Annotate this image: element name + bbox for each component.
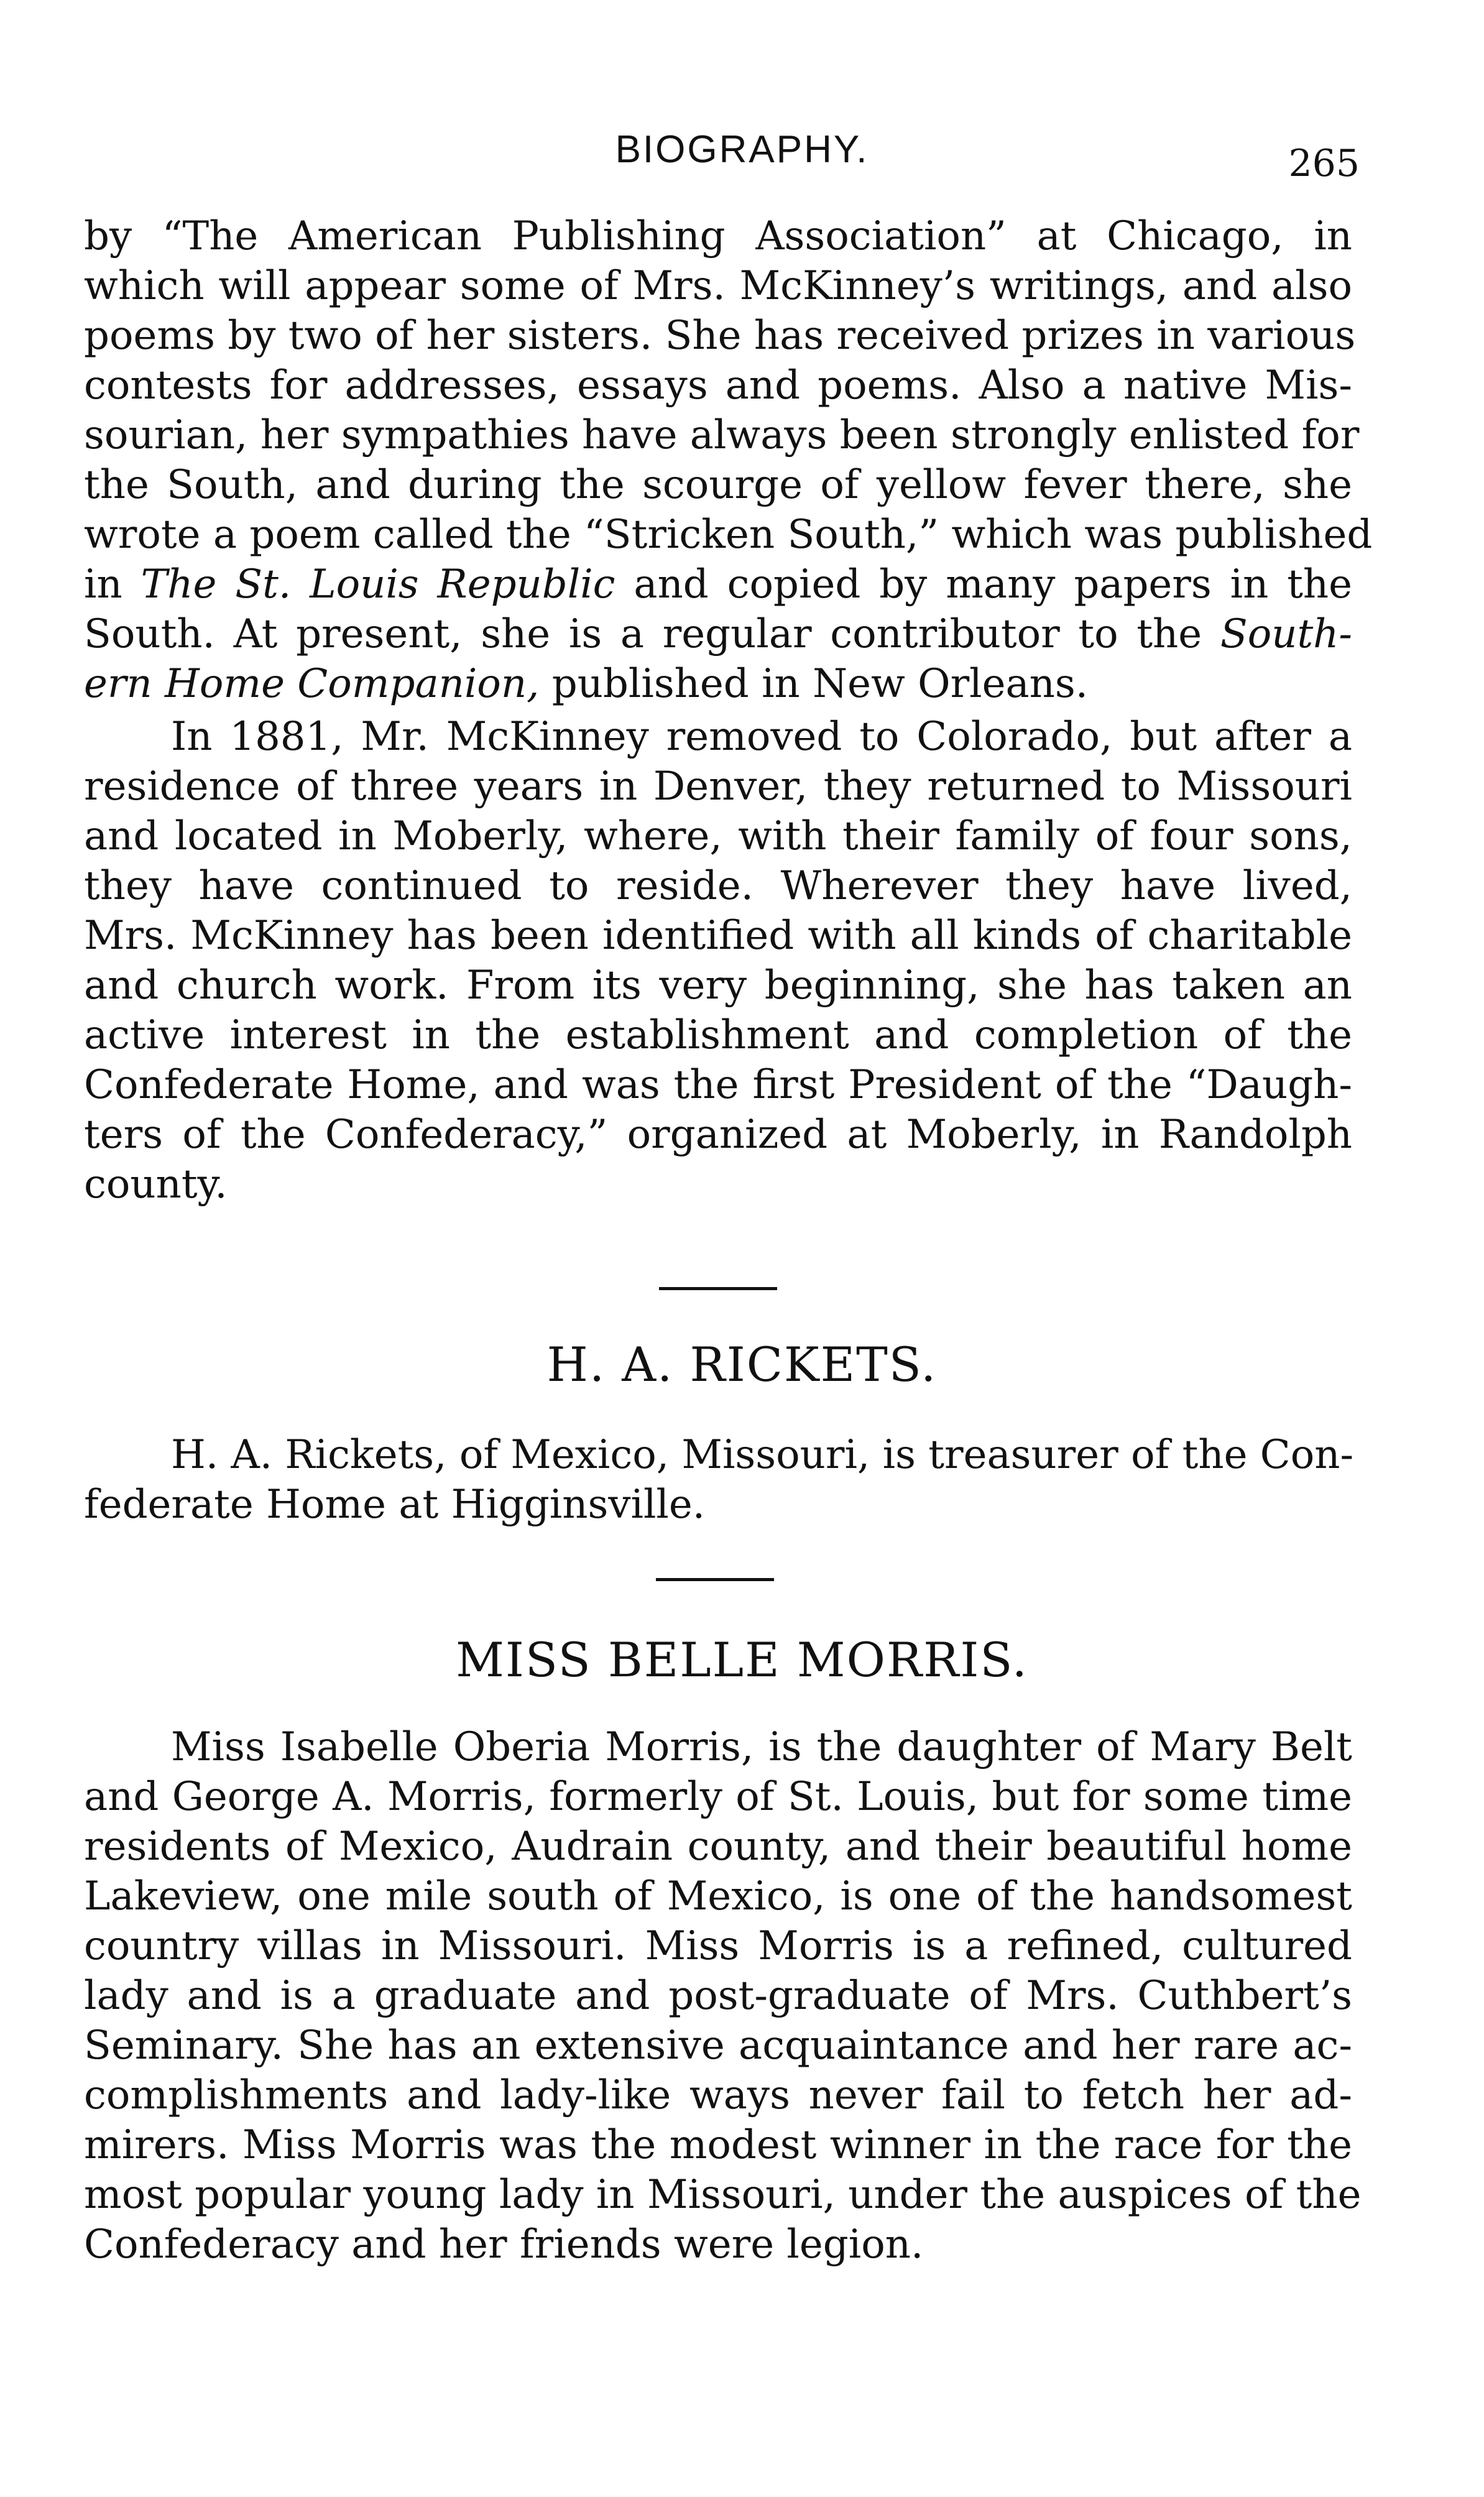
text-line: H. A. Rickets, of Mexico, Missouri, is treasurer of the Con- — [171, 1432, 1354, 1478]
text-line: federate Home at Higginsville. — [84, 1482, 706, 1528]
text-line: and located in Moberly, where, with their family of four sons, — [84, 813, 1352, 859]
text-segment: published in New Orleans. — [539, 661, 1089, 707]
text-line: ters of the Confederacy,” organized at Moberly, in Randolph — [84, 1112, 1352, 1158]
text-line — [84, 659, 1352, 709]
text-line: Mrs. McKinney has been identified with all kinds of charitable — [84, 913, 1352, 959]
text-line: by “The American Publishing Association” at Chicago, in — [84, 213, 1352, 259]
text-line: and George A. Morris, formerly of St. Louis, but for some time — [84, 1774, 1352, 1820]
text-line: complishments and lady-like ways never fail to fetch her ad- — [84, 2072, 1352, 2118]
text-line: contests for addresses, essays and poems. Also a native Mis- — [84, 362, 1352, 408]
text-line: residence of three years in Denver, they returned to Missouri — [84, 764, 1352, 810]
text-segment: and copied by many papers in the — [615, 561, 1353, 607]
text-line: and church work. From its very beginning, she has taken an — [84, 962, 1352, 1008]
text-segment: South. At present, she is a regular contributor to the — [84, 611, 1220, 657]
text-line — [84, 609, 1352, 659]
text-line: In 1881, Mr. McKinney removed to Colorado, but after a — [171, 714, 1352, 760]
text-line: active interest in the establishment and completion of the — [84, 1012, 1352, 1058]
section-heading: MISS BELLE MORRIS. — [456, 1632, 1028, 1687]
text-line: they have continued to reside. Wherever they have lived, — [84, 863, 1352, 909]
text-line: Confederacy and her friends were legion. — [84, 2222, 924, 2268]
text-line: which will appear some of Mrs. McKinney’s writings, and also — [84, 263, 1352, 309]
text-line — [84, 560, 1352, 609]
italic-publication-title: The St. Louis Republic — [141, 561, 615, 607]
page-number: 265 — [1288, 142, 1360, 185]
running-header: BIOGRAPHY. — [615, 128, 869, 171]
text-line: Seminary. She has an extensive acquaintance and her rare ac- — [84, 2023, 1352, 2069]
text-line: Miss Isabelle Oberia Morris, is the daughter of Mary Belt — [171, 1724, 1352, 1770]
section-heading: H. A. RICKETS. — [546, 1337, 938, 1392]
section-divider — [656, 1578, 774, 1581]
text-line: Confederate Home, and was the first President of the “Daugh- — [84, 1062, 1352, 1108]
text-line: the South, and during the scourge of yellow fever there, she — [84, 462, 1352, 508]
text-line: mirers. Miss Morris was the modest winner in the race for the — [84, 2122, 1352, 2168]
italic-publication-title: South- — [1220, 611, 1352, 657]
text-line: wrote a poem called the “Stricken South,” which was published — [84, 512, 1373, 558]
text-line: residents of Mexico, Audrain county, and their beautiful home — [84, 1824, 1352, 1870]
text-line: most popular young lady in Missouri, under the auspices of the — [84, 2172, 1362, 2218]
text-line: poems by two of her sisters. She has received prizes in various — [84, 313, 1356, 359]
text-line: county. — [84, 1161, 228, 1207]
text-line: country villas in Missouri. Miss Morris is a refined, cultured — [84, 1923, 1352, 1969]
text-line: lady and is a graduate and post-graduate of Mrs. Cuthbert’s — [84, 1973, 1352, 2019]
text-line: sourian, her sympathies have always been strongly enlisted for — [84, 412, 1360, 458]
italic-publication-title: ern Home Companion, — [84, 661, 540, 707]
section-divider — [659, 1287, 777, 1290]
text-line: Lakeview, one mile south of Mexico, is one of the handsomest — [84, 1873, 1352, 1919]
text-segment: in — [84, 561, 141, 607]
